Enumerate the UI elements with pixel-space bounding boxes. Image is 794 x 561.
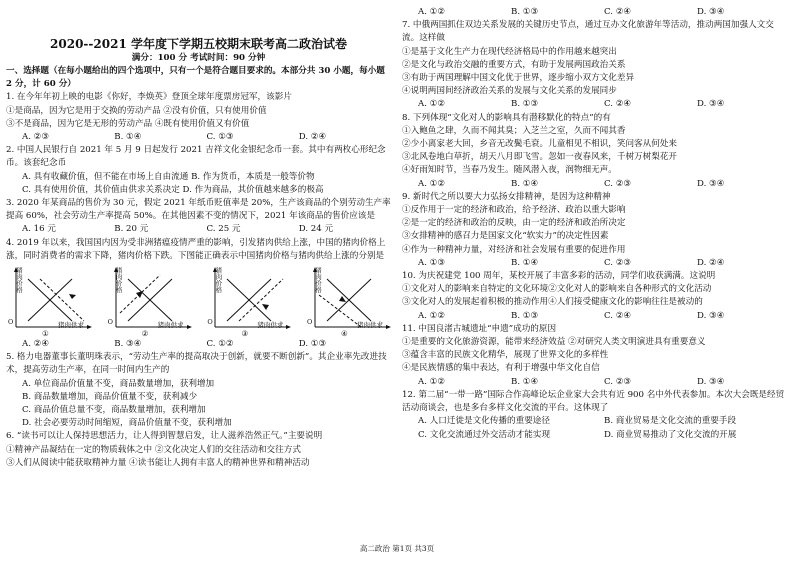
exam-meta: 满分：100 分 考试时间：90 分钟	[131, 53, 266, 63]
q9-statement: ①反作用于一定的经济和政治，给予经济、政治以重大影响	[402, 205, 626, 216]
q3-options	[6, 223, 391, 236]
right-column	[402, 0, 790, 442]
chart-xlabel: 猪肉供求	[157, 321, 184, 330]
q6-statement: ①精神产品凝结在一定的物质载体之中 ②文化决定人们的交往活动和交往方式	[6, 444, 301, 455]
question-1: 1. 在今年年初上映的电影《你好，李焕英》登顶全球年度票房冠军，该影片	[6, 92, 292, 103]
page-footer: 高二政治 第1页 共3页	[359, 544, 435, 553]
q5-option: D. 社会必要劳动时间缩短，商品价值量不变，获利增加	[22, 418, 232, 429]
option: C. ①③	[206, 132, 234, 143]
supply-demand-charts	[6, 265, 391, 337]
q9-statement: ④作为一种精神力量，对经济和社会发展有重要的促进作用	[402, 244, 626, 255]
option: A. ①②	[418, 376, 446, 387]
question-10: 10. 为庆祝建党 100 周年，某校开展了丰富多彩的活动，同学们收获满满。这说明	[402, 271, 716, 282]
chart-origin: O	[207, 317, 213, 326]
q7-options	[402, 98, 790, 111]
option: A. ①②	[418, 7, 446, 17]
chart-origin: O	[306, 317, 313, 326]
option: C. 25 元	[206, 224, 241, 235]
exam-title: 2020--2021 学年度下学期五校期末联考高二政治试卷	[50, 37, 347, 51]
q5-option: B. 商品数量增加，商品价值量不变，获利减少	[22, 391, 198, 402]
option: A. 人口迁徙是文化传播的重要途径	[418, 416, 550, 427]
chart-2	[106, 265, 192, 337]
option: B. 20 元	[114, 224, 149, 235]
option: B. ③④	[114, 339, 142, 350]
section-heading: 一、选择题（在每小题给出的四个选项中，只有一个是符合题目要求的。本部分共 30 小题，每小题 2 分，计 60 分）	[6, 66, 385, 90]
chart-label: ④	[340, 328, 348, 338]
option: D. ③④	[697, 99, 725, 110]
q11-statement: ④是民族情感的集中表达，有利于增强中华文化自信	[402, 363, 600, 374]
chart-ylabel: 猪肉价格	[15, 267, 23, 294]
option: D. ③④	[697, 7, 725, 17]
option: B. ①③	[511, 7, 539, 17]
option: D. ②④	[298, 132, 327, 143]
question-8: 8. 下列体现“文化对人的影响具有潜移默化的特点”的有	[402, 112, 611, 123]
option: D. ③④	[697, 376, 725, 387]
q7-statement: ③有助于两国理解中国文化优于世界，逐步缩小双方文化差异	[402, 73, 635, 84]
option: C. ②④	[604, 7, 632, 17]
question-12: 12. 第二届“一带一路”国际合作高峰论坛企业家大会共有近 900 名中外代表参加。本次大会既是经贸活动商谈会，也是多台多样文化交流的平台。这体现了	[402, 389, 785, 414]
question-3: 3. 2020 年某商品的售价为 30 元，假定 2021 年纸币贬值率是 20%，生产该商品的个别劳动生产率提高 60%，社会劳动生产率提高 50%。在其他因素不变的情况下，2021 年该商品的售价应该是	[6, 198, 391, 222]
option: D. ①③	[298, 339, 327, 350]
q10-statement: ①文化对人的影响来自特定的文化环境②文化对人的影响来自各种形式的文化活动	[402, 284, 712, 295]
chart-origin: O	[107, 317, 113, 326]
option: C. ②③	[604, 257, 632, 268]
chart-ylabel: 猪肉价格	[214, 267, 223, 294]
chart-4	[305, 265, 391, 337]
option: A. ①②	[418, 99, 446, 110]
question-7: 7. 中俄两国抓住双边关系发展的关键历史节点，通过互办文化旅游年等活动，推动两国加强人文交流。这样做	[402, 20, 774, 44]
q11-statement: ①是重要的文化旅游资源，能带来经济效益 ②对研究人类文明演进具有重要意义	[402, 337, 706, 348]
option: D. 24 元	[298, 224, 334, 235]
question-6: 6. “读书可以让人保持思想活力，让人得到智慧启发，让人滋养浩然正气。”主要说明	[6, 431, 323, 442]
q9-options	[402, 257, 790, 270]
option: A. ①②	[418, 310, 446, 321]
q8-options	[402, 178, 790, 191]
chart-origin: O	[8, 317, 14, 326]
option: C. ②③	[604, 376, 632, 387]
q2-option: A. 具有收藏价值，但不能在市场上自由流通 B. 作为货币，本质是一般等价物	[22, 171, 315, 182]
q9-statement: ②是一定的经济和政治的反映，由一定的经济和政治所决定	[402, 218, 626, 229]
q9-statement: ③女排精神的感召力是国家文化“软实力”的决定性因素	[402, 231, 609, 242]
q12-options-row2	[402, 429, 790, 442]
option: B. ①④	[114, 132, 142, 143]
q1-options	[6, 131, 391, 144]
option: C. ②④	[604, 99, 632, 110]
q11-options	[402, 376, 790, 389]
chart-3	[205, 265, 291, 337]
q8-statement: ④好雨知时节，当春乃发生。随风潜入夜，润物细无声。	[402, 165, 617, 176]
q5-option: A. 单位商品价值量不变，商品数量增加，获利增加	[22, 378, 215, 389]
option: D. ③④	[697, 310, 725, 321]
option: C. ①②	[206, 339, 234, 350]
option: A. ②④	[22, 339, 50, 350]
option: C. ②③	[604, 178, 632, 189]
option: D. ③④	[697, 178, 725, 189]
q10-statement: ③文化对人的发展起着积极的推动作用④人们接受健康文化的影响往往是被动的	[402, 297, 703, 308]
option: B. ①④	[511, 376, 539, 387]
q8-statement: ①入鲍鱼之肆，久而不闻其臭；入芝兰之室，久而不闻其香	[402, 125, 626, 136]
q7-statement: ①是基于文化生产力在现代经济格局中的作用越来越突出	[402, 46, 617, 57]
q8-statement: ②少小离家老大回，乡音无改鬓毛衰。儿童相见不相识，笑问客从何处来	[402, 139, 678, 150]
q1-statement: ③不是商品，因为它是无形的劳动产品 ④既有使用价值又有价值	[6, 118, 250, 129]
q12-options-row1	[402, 415, 790, 428]
question-11: 11. 中国良渚古城遗址“申遗”成功的原因	[402, 323, 557, 334]
q2-option: C. 具有使用价值，其价值由供求关系决定 D. 作为商品，其价值越来越多的极高	[22, 184, 324, 195]
option: A. ②③	[22, 132, 50, 143]
chart-label: ①	[42, 328, 49, 338]
option: B. ①④	[511, 178, 539, 189]
q5-option: C. 商品价值总量不变，商品数量增加，获利增加	[22, 405, 206, 416]
question-4: 4. 2019 年以来，我国国内因为受非洲猪瘟疫情严重的影响，引发猪肉供给上涨，中国的猪肉价格上涨，同时消费者的需求下降，猪肉价格下跌。下图能正确表示中国猪肉价格与猪肉供给上涨的分别是	[6, 237, 386, 261]
q1-statement: ①是商品，因为它是用于交换的劳动产品 ②没有价值，只有使用价值	[6, 105, 267, 116]
q8-statement: ③北风卷地白草折，胡天八月即飞雪。忽如一夜春风来，千树万树梨花开	[402, 152, 678, 163]
chart-ylabel: 猪肉价格	[313, 267, 322, 294]
chart-1	[6, 265, 92, 337]
question-2: 2. 中国人民银行自 2021 年 5 月 9 日起发行 2021 吉祥文化金银纪念币一套。其中有两枚心形纪念币。该套纪念币	[6, 145, 386, 169]
option: C. ②④	[604, 310, 632, 321]
q6-options	[402, 6, 790, 19]
option: B. ①③	[511, 310, 539, 321]
chart-xlabel: 猪肉供求	[257, 321, 284, 330]
chart-xlabel: 猪肉供求	[356, 321, 383, 330]
option: D. ②④	[697, 257, 725, 268]
question-9: 9. 新时代之所以要大力弘扬女排精神，是因为这种精神	[402, 191, 611, 202]
option: A. 16 元	[22, 224, 56, 235]
chart-xlabel: 猪肉供求	[58, 321, 84, 330]
chart-ylabel: 猪肉价格	[114, 267, 123, 294]
chart-label: ③	[241, 328, 249, 338]
q7-statement: ④说明两国间经济政治关系的发展与文化关系的发展同步	[402, 86, 617, 97]
q4-options	[6, 338, 391, 351]
option: B. ①④	[511, 257, 539, 268]
chart-label: ②	[141, 328, 149, 338]
option: D. 商业贸易推动了文化交流的开展	[604, 429, 737, 440]
option: B. ①③	[511, 99, 539, 110]
option: B. 商业贸易是文化交流的重要手段	[604, 416, 737, 427]
question-5: 5. 格力电器董事长董明珠表示，“劳动生产率的提高取决于创新，就要不断创新”。其企业率先改进技术，提高劳动生产率，在同一时间内生产的	[6, 352, 387, 376]
q6-statement: ③人们从阅读中能获取精神力量 ④读书能让人拥有丰富人的精神世界和精神活动	[6, 457, 310, 468]
option: A. ①③	[418, 257, 446, 268]
q11-statement: ③蕴含丰富的民族文化精华，展现了世界文化的多样性	[402, 350, 609, 361]
option: A. ①②	[418, 178, 446, 189]
q10-options	[402, 310, 790, 323]
option: C. 文化交流通过外交活动才能实现	[418, 429, 551, 440]
left-column	[6, 0, 391, 470]
q7-statement: ②是文化与政治交融的重要方式，有助于发展两国政治关系	[402, 59, 626, 70]
